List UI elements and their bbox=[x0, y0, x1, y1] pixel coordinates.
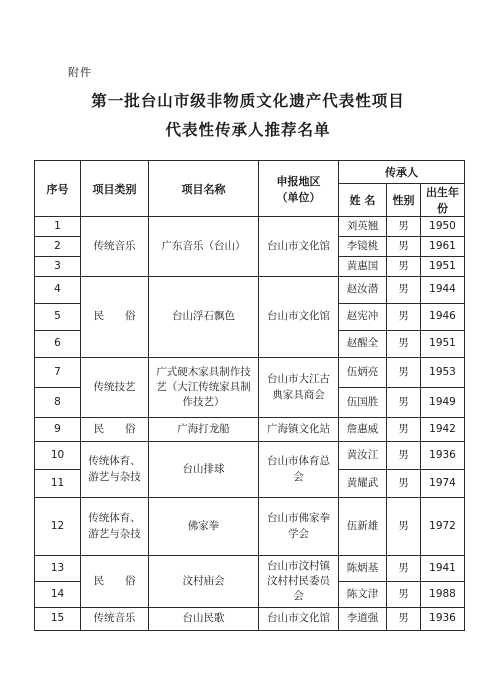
header-name: 姓 名 bbox=[339, 184, 387, 217]
cell-category: 传统体育、游艺与杂技 bbox=[81, 498, 149, 556]
cell-region: 台山市文化馆 bbox=[259, 277, 339, 358]
cell-project: 广海打龙船 bbox=[149, 418, 259, 442]
cell-year: 1942 bbox=[421, 418, 465, 442]
cell-gender: 男 bbox=[387, 418, 421, 442]
cell-region: 台山市文化馆 bbox=[259, 217, 339, 277]
cell-year: 1974 bbox=[421, 470, 465, 498]
cell-gender: 男 bbox=[387, 257, 421, 277]
cell-region: 台山市大江古典家具商会 bbox=[259, 358, 339, 418]
cell-gender: 男 bbox=[387, 358, 421, 388]
cell-seq: 9 bbox=[35, 418, 81, 442]
cell-name: 伍炳亮 bbox=[339, 358, 387, 388]
cell-year: 1951 bbox=[421, 257, 465, 277]
cell-year: 1936 bbox=[421, 608, 465, 631]
inheritor-table bbox=[34, 160, 465, 631]
cell-category: 传统音乐 bbox=[81, 217, 149, 277]
header-row bbox=[35, 161, 465, 184]
cell-seq: 5 bbox=[35, 304, 81, 331]
cell-year: 1988 bbox=[421, 582, 465, 608]
cell-seq: 13 bbox=[35, 556, 81, 582]
header-inheritor: 传承人 bbox=[339, 161, 465, 184]
cell-name: 赵汝潜 bbox=[339, 277, 387, 304]
table-row bbox=[35, 358, 465, 388]
cell-name: 黄汝江 bbox=[339, 442, 387, 470]
cell-seq: 3 bbox=[35, 257, 81, 277]
cell-gender: 男 bbox=[387, 237, 421, 257]
cell-gender: 男 bbox=[387, 217, 421, 237]
cell-year: 1961 bbox=[421, 237, 465, 257]
cell-project: 广式硬木家具制作技艺（大江传统家具制作技艺） bbox=[149, 358, 259, 418]
header-project: 项目名称 bbox=[149, 161, 259, 217]
cell-name: 陈文津 bbox=[339, 582, 387, 608]
cell-gender: 男 bbox=[387, 582, 421, 608]
cell-region: 台山市文化馆 bbox=[259, 608, 339, 631]
cell-year: 1953 bbox=[421, 358, 465, 388]
document-subtitle: 代表性传承人推荐名单 bbox=[165, 120, 331, 139]
cell-seq: 11 bbox=[35, 470, 81, 498]
cell-year: 1944 bbox=[421, 277, 465, 304]
cell-project: 台山排球 bbox=[149, 442, 259, 498]
cell-gender: 男 bbox=[387, 331, 421, 358]
cell-gender: 男 bbox=[387, 388, 421, 418]
cell-region: 台山市佛家拳学会 bbox=[259, 498, 339, 556]
cell-name: 赵醒全 bbox=[339, 331, 387, 358]
cell-region: 台山市汶村镇汶村村民委员会 bbox=[259, 556, 339, 608]
cell-category: 民 俗 bbox=[81, 418, 149, 442]
cell-project: 佛家拳 bbox=[149, 498, 259, 556]
table-row bbox=[35, 556, 465, 582]
cell-region: 广海镇文化站 bbox=[259, 418, 339, 442]
cell-seq: 10 bbox=[35, 442, 81, 470]
header-birth-year: 出生年份 bbox=[421, 184, 465, 217]
cell-gender: 男 bbox=[387, 304, 421, 331]
table-row bbox=[35, 442, 465, 470]
header-region-line1: 申报地区 bbox=[276, 174, 321, 188]
cell-seq: 7 bbox=[35, 358, 81, 388]
cell-category: 民 俗 bbox=[81, 556, 149, 608]
cell-seq: 1 bbox=[35, 217, 81, 237]
header-region-line2: （单位） bbox=[276, 190, 321, 204]
cell-seq: 14 bbox=[35, 582, 81, 608]
cell-project: 广东音乐（台山） bbox=[149, 217, 259, 277]
cell-year: 1951 bbox=[421, 331, 465, 358]
cell-name: 赵宪冲 bbox=[339, 304, 387, 331]
cell-gender: 男 bbox=[387, 442, 421, 470]
cell-gender: 男 bbox=[387, 556, 421, 582]
cell-project: 台山民歌 bbox=[149, 608, 259, 631]
cell-year: 1972 bbox=[421, 498, 465, 556]
document-title: 第一批台山市级非物质文化遗产代表性项目 bbox=[91, 91, 405, 110]
header-region bbox=[259, 161, 339, 217]
header-gender: 性别 bbox=[387, 184, 421, 217]
cell-seq: 15 bbox=[35, 608, 81, 631]
cell-seq: 8 bbox=[35, 388, 81, 418]
cell-seq: 6 bbox=[35, 331, 81, 358]
cell-seq: 2 bbox=[35, 237, 81, 257]
cell-category: 民 俗 bbox=[81, 277, 149, 358]
table-row bbox=[35, 608, 465, 631]
cell-seq: 4 bbox=[35, 277, 81, 304]
cell-year: 1949 bbox=[421, 388, 465, 418]
table-row bbox=[35, 277, 465, 304]
cell-year: 1936 bbox=[421, 442, 465, 470]
cell-name: 李镜桃 bbox=[339, 237, 387, 257]
cell-name: 伍新雄 bbox=[339, 498, 387, 556]
cell-gender: 男 bbox=[387, 498, 421, 556]
table-row bbox=[35, 418, 465, 442]
cell-gender: 男 bbox=[387, 608, 421, 631]
cell-name: 詹惠威 bbox=[339, 418, 387, 442]
cell-category: 传统技艺 bbox=[81, 358, 149, 418]
cell-name: 黄惠国 bbox=[339, 257, 387, 277]
header-category: 项目类别 bbox=[81, 161, 149, 217]
header-seq: 序号 bbox=[35, 161, 81, 217]
table-row bbox=[35, 217, 465, 237]
cell-category: 传统体育、游艺与杂技 bbox=[81, 442, 149, 498]
cell-gender: 男 bbox=[387, 277, 421, 304]
cell-project: 台山浮石飘色 bbox=[149, 277, 259, 358]
cell-region: 台山市体育总会 bbox=[259, 442, 339, 498]
cell-name: 黄耀武 bbox=[339, 470, 387, 498]
cell-category: 传统音乐 bbox=[81, 608, 149, 631]
cell-name: 李道强 bbox=[339, 608, 387, 631]
cell-project: 汶村庙会 bbox=[149, 556, 259, 608]
cell-seq: 12 bbox=[35, 498, 81, 556]
cell-year: 1941 bbox=[421, 556, 465, 582]
cell-year: 1946 bbox=[421, 304, 465, 331]
cell-name: 陈炳基 bbox=[339, 556, 387, 582]
cell-name: 伍国胜 bbox=[339, 388, 387, 418]
attachment-label: 附件 bbox=[68, 66, 92, 79]
cell-year: 1950 bbox=[421, 217, 465, 237]
cell-name: 刘英翘 bbox=[339, 217, 387, 237]
cell-gender: 男 bbox=[387, 470, 421, 498]
table-row bbox=[35, 498, 465, 556]
